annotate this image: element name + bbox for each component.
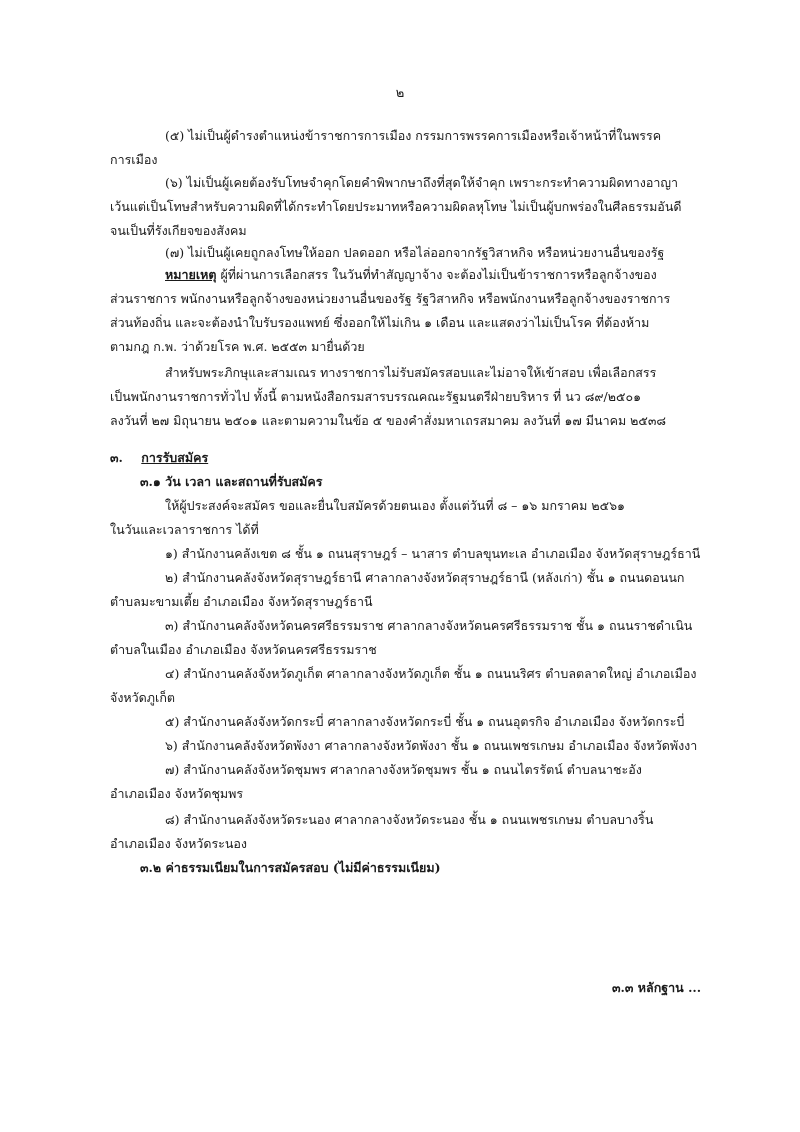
section-3-title: การรับสมัคร — [141, 450, 209, 465]
place-8-line-2: อำเภอเมือง จังหวัดระนอง — [110, 836, 248, 851]
place-6-line-1: ๖) สำนักงานคลังจังหวัดพังงา ศาลากลางจังหวัดพังงา ชั้น ๑ ถนนเพชรเกษม อำเภอเมือง จังหวัดพังงา — [165, 738, 698, 753]
qualification-6-line-2: เว้นแต่เป็นโทษสำหรับความผิดที่ได้กระทำโดยประมาทหรือความผิดลหุโทษ ไม่เป็นผู้บกพร่องในศีลธรรมอันดี — [110, 199, 682, 214]
note-line-1 — [165, 267, 657, 283]
qualification-6-line-3: จนเป็นที่รังเกียจของสังคม — [110, 223, 247, 238]
place-2-line-2: ตำบลมะขามเตี้ย อำเภอเมือง จังหวัดสุราษฎร์ธานี — [110, 594, 373, 609]
place-5-line-1: ๕) สำนักงานคลังจังหวัดกระบี่ ศาลากลางจังหวัดกระบี่ ชั้น ๑ ถนนอุตรกิจ อำเภอเมือง จังหวัดกระบี่ — [165, 714, 685, 729]
note-line-4: ตามกฎ ก.พ. ว่าด้วยโรค พ.ศ. ๒๕๕๓ มายื่นด้วย — [110, 339, 365, 354]
place-4-line-2: จังหวัดภูเก็ต — [110, 690, 176, 705]
qualification-5-line-2: การเมือง — [110, 152, 158, 167]
section-3-2-title: ๓.๒ ค่าธรรมเนียมในการสมัครสอบ (ไม่มีค่าธรรมเนียม) — [140, 860, 441, 875]
note-text: ผู้ที่ผ่านการเลือกสรร ในวันที่ทำสัญญาจ้าง จะต้องไม่เป็นข้าราชการหรือลูกจ้างของ — [220, 267, 657, 282]
place-7-line-2: อำเภอเมือง จังหวัดชุมพร — [110, 786, 244, 801]
qualification-6-line-1: (๖) ไม่เป็นผู้เคยต้องรับโทษจำคุกโดยคำพิพากษาถึงที่สุดให้จำคุก เพราะกระทำความผิดทางอาญา — [165, 175, 679, 190]
monk-notice-line-2: เป็นพนักงานราชการทั่วไป ทั้งนี้ ตามหนังสือกรมสารบรรณคณะรัฐมนตรีฝ่ายบริหาร ที่ นว ๘๙/๒๕๐๑ — [110, 389, 642, 404]
monk-notice-line-3: ลงวันที่ ๒๗ มิถุนายน ๒๕๐๑ และตามความในข้อ ๕ ของคำสั่งมหาเถรสมาคม ลงวันที่ ๑๗ มีนาคม ๒๕๓๘ — [110, 413, 667, 428]
place-3-line-1: ๓) สำนักงานคลังจังหวัดนครศรีธรรมราช ศาลากลางจังหวัดนครศรีธรรมราช ชั้น ๑ ถนนราชดำเนิน — [165, 618, 693, 633]
note-line-3: ส่วนท้องถิ่น และจะต้องนำใบรับรองแพทย์ ซึ่งออกให้ไม่เกิน ๑ เดือน และแสดงว่าไม่เป็นโรค ที่ต้องห้าม — [110, 315, 650, 330]
place-3-line-2: ตำบลในเมือง อำเภอเมือง จังหวัดนครศรีธรรมราช — [110, 642, 377, 657]
place-2-line-1: ๒) สำนักงานคลังจังหวัดสุราษฎร์ธานี ศาลากลางจังหวัดสุราษฎร์ธานี (หลังเก่า) ชั้น ๑ ถนนดอนนก — [165, 570, 685, 585]
application-intro-line-1: ให้ผู้ประสงค์จะสมัคร ขอและยื่นใบสมัครด้วยตนเอง ตั้งแต่วันที่ ๘ – ๑๖ มกราคม ๒๕๖๑ — [165, 498, 625, 513]
application-intro-line-2: ในวันและเวลาราชการ ได้ที่ — [110, 522, 259, 537]
qualification-5-line-1: (๕) ไม่เป็นผู้ดำรงตำแหน่งข้าราชการการเมือง กรรมการพรรคการเมืองหรือเจ้าหน้าที่ในพรรค — [165, 128, 662, 143]
section-3-heading — [110, 450, 208, 466]
note-line-2: ส่วนราชการ พนักงานหรือลูกจ้างของหน่วยงานอื่นของรัฐ รัฐวิสาหกิจ หรือพนักงานหรือลูกจ้างของราชการ — [110, 291, 671, 306]
note-label: หมายเหตุ — [165, 267, 217, 282]
monk-notice-line-1: สำหรับพระภิกษุและสามเณร ทางราชการไม่รับสมัครสอบและไม่อาจให้เข้าสอบ เพื่อเลือกสรร — [165, 365, 657, 380]
place-7-line-1: ๗) สำนักงานคลังจังหวัดชุมพร ศาลากลางจังหวัดชุมพร ชั้น ๑ ถนนไตรรัตน์ ตำบลนาชะอัง — [165, 762, 642, 777]
place-4-line-1: ๔) สำนักงานคลังจังหวัดภูเก็ต ศาลากลางจังหวัดภูเก็ต ชั้น ๑ ถนนนริศร ตำบลตลาดใหญ่ อำเภอเมือง — [165, 666, 697, 681]
place-8-line-1: ๘) สำนักงานคลังจังหวัดระนอง ศาลากลางจังหวัดระนอง ชั้น ๑ ถนนเพชรเกษม ตำบลบางริ้น — [165, 812, 654, 827]
section-3-number: ๓. — [110, 450, 123, 465]
place-1-line-1: ๑) สำนักงานคลังเขต ๘ ชั้น ๑ ถนนสุราษฎร์ – นาสาร ตำบลขุนทะเล อำเภอเมือง จังหวัดสุราษฎร์ธานี — [165, 546, 701, 561]
page-number: ๒ — [395, 86, 405, 101]
continuation-marker: ๓.๓ หลักฐาน ... — [612, 980, 702, 995]
section-3-1-title: ๓.๑ วัน เวลา และสถานที่รับสมัคร — [140, 474, 323, 489]
qualification-7-line-1: (๗) ไม่เป็นผู้เคยถูกลงโทษให้ออก ปลดออก หรือไล่ออกจากรัฐวิสาหกิจ หรือหน่วยงานอื่นของรัฐ — [165, 245, 665, 260]
